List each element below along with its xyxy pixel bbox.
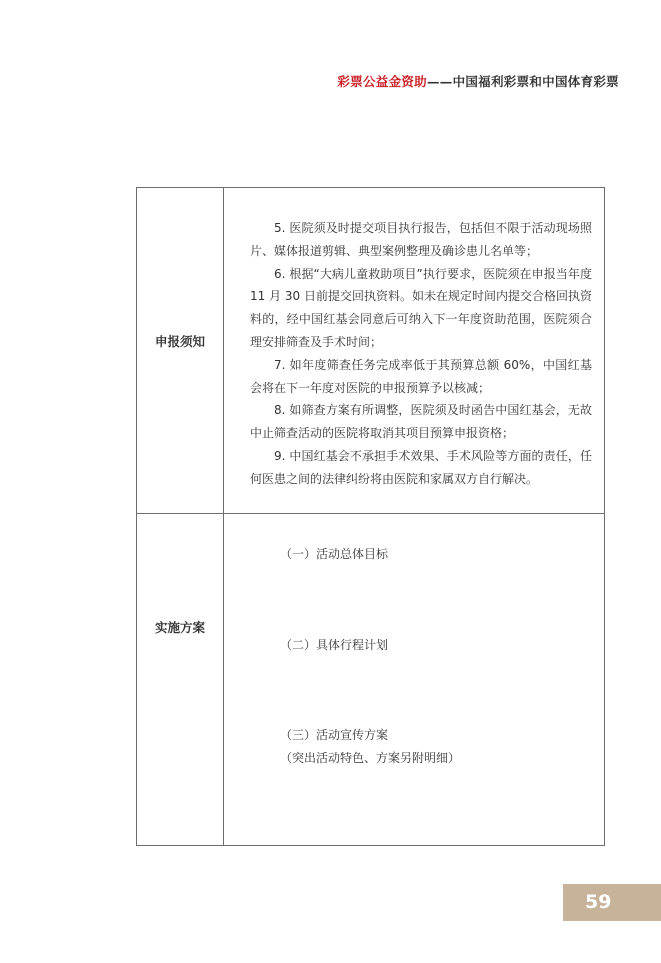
header-lottery-text: ——中国福利彩票和中国体育彩票 (426, 74, 619, 89)
row-label-implementation-plan: 实施方案 (154, 620, 205, 635)
plan-item-publicity: （三）活动宣传方案 (280, 728, 389, 742)
notice-item-7: 7. 如年度筛查任务完成率低于其预算总额 60%，中国红基会将在下一年度对医院的申报预算予以核减； (250, 357, 592, 395)
notice-item-5: 5. 医院须及时提交项目执行报告，包括但不限于活动现场照片、媒体报道剪辑、典型案例整理及确诊患儿名单等； (250, 221, 592, 258)
plan-item-overall-goal: （一）活动总体目标 (280, 547, 389, 561)
notice-item-8: 8. 如筛查方案有所调整，医院须及时函告中国红基会，无故中止筛查活动的医院将取消其项目预算申报资格； (250, 403, 592, 441)
row-label-application-notice: 申报须知 (154, 334, 205, 349)
notice-item-6: 6. 根据“大病儿童救助项目”执行要求，医院须在申报当年度 11 月 30 日前提交回执资料。如未在规定时间内提交合格回执资料的，经中国红基会同意后可纳入下一年度资助范围，医院须合理安排筛查及手术时间； (250, 266, 592, 349)
row-divider (137, 513, 604, 514)
column-divider (223, 188, 224, 845)
plan-item-publicity-note: （突出活动特色、方案另附明细） (280, 751, 461, 765)
page-number: 59 (563, 884, 661, 921)
notice-item-9: 9. 中国红基会不承担手术效果、手术风险等方面的责任，任何医患之间的法律纠纷将由医院和家属双方自行解决。 (250, 448, 592, 486)
plan-item-itinerary: （二）具体行程计划 (280, 638, 389, 652)
running-header (337, 72, 619, 90)
application-notice-content (250, 217, 592, 491)
requirements-table (136, 187, 605, 846)
header-sponsor-text: 彩票公益金资助 (337, 74, 427, 89)
